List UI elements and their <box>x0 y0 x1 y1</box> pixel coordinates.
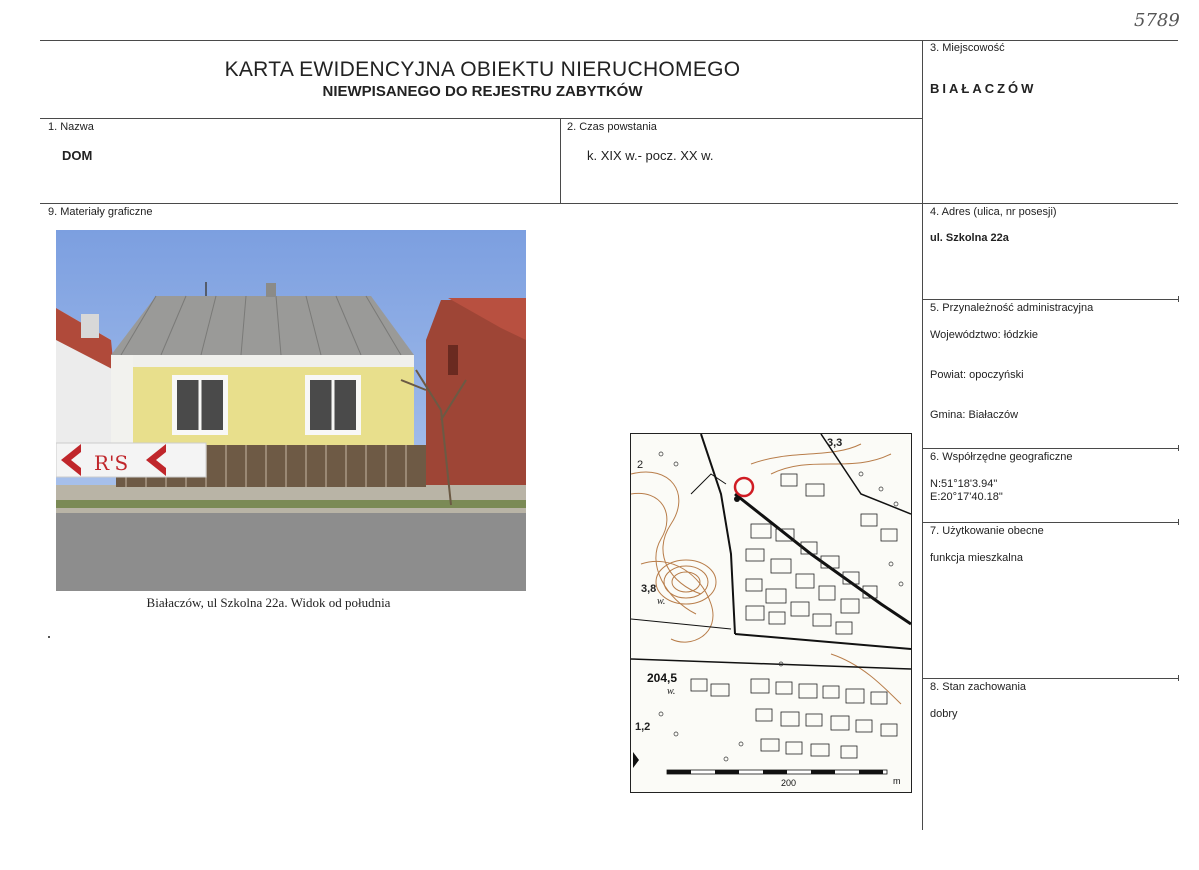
field-label-wspolrzedne: 6. Współrzędne geograficzne <box>930 451 1073 463</box>
field-value-nazwa: DOM <box>62 148 93 163</box>
row-divider-7 <box>922 522 1178 523</box>
row-divider-5 <box>922 299 1178 300</box>
tick-7 <box>1178 519 1179 525</box>
sign-graffiti: R'S <box>94 451 129 475</box>
map-label-2: 2 <box>637 459 644 471</box>
row-divider-2 <box>40 203 1178 204</box>
topographic-map <box>630 433 912 793</box>
document-subtitle: NIEWPISANEGO DO REJESTRU ZABYTKÓW <box>322 83 643 100</box>
field-value-wojewodztwo: Województwo: łódzkie <box>930 329 1039 341</box>
field-label-nazwa: 1. Nazwa <box>48 121 94 133</box>
map-label-3-8: 3,8 <box>641 583 657 595</box>
row-divider-1 <box>40 118 922 119</box>
tick-8 <box>1178 675 1179 681</box>
stray-dot <box>48 636 50 638</box>
document-title: KARTA EWIDENCYJNA OBIEKTU NIERUCHOMEGO <box>224 58 741 81</box>
field-value-miejscowosc: BIAŁACZÓW <box>930 81 1037 96</box>
field-label-adres: 4. Adres (ulica, nr posesji) <box>930 206 1057 218</box>
field-label-czas: 2. Czas powstania <box>567 121 657 133</box>
row-divider-8 <box>922 678 1178 679</box>
field-value-latitude: N:51°18'3.94" <box>930 478 998 490</box>
field-label-materialy: 9. Materiały graficzne <box>48 206 153 218</box>
field-label-uzytkowanie: 7. Użytkowanie obecne <box>930 525 1044 537</box>
map-label-w-2: w. <box>667 686 676 697</box>
map-scale-unit: m <box>893 776 901 786</box>
name-date-divider <box>560 118 561 203</box>
field-label-stan: 8. Stan zachowania <box>930 681 1027 693</box>
field-value-gmina: Gmina: Białaczów <box>930 409 1019 421</box>
field-value-longitude: E:20°17'40.18" <box>930 491 1003 503</box>
map-scale-value: 200 <box>781 778 797 788</box>
map-label-w-1: w. <box>657 596 666 607</box>
top-border <box>40 40 1178 41</box>
map-label-1-2: 1,2 <box>635 721 651 733</box>
field-value-powiat: Powiat: opoczyński <box>930 369 1024 381</box>
tick-6 <box>1178 445 1179 451</box>
row-divider-6 <box>922 448 1178 449</box>
photo-caption: Białaczów, ul Szkolna 22a. Widok od południa <box>146 595 391 610</box>
house-photo <box>56 230 526 591</box>
field-value-czas: k. XIX w.- pocz. XX w. <box>587 148 714 163</box>
right-column-divider <box>922 40 923 830</box>
field-value-uzytkowanie: funkcja mieszkalna <box>930 552 1023 564</box>
field-label-miejscowosc: 3. Miejscowość <box>930 42 1005 54</box>
field-value-adres: ul. Szkolna 22a <box>930 232 1009 244</box>
handwritten-signature: 5789 <box>1134 10 1180 31</box>
map-label-3-3: 3,3 <box>827 437 843 449</box>
field-label-przynaleznosc: 5. Przynależność administracyjna <box>930 302 1094 314</box>
field-value-stan: dobry <box>930 708 958 720</box>
map-label-204-5: 204,5 <box>647 671 678 685</box>
tick-5 <box>1178 296 1179 302</box>
